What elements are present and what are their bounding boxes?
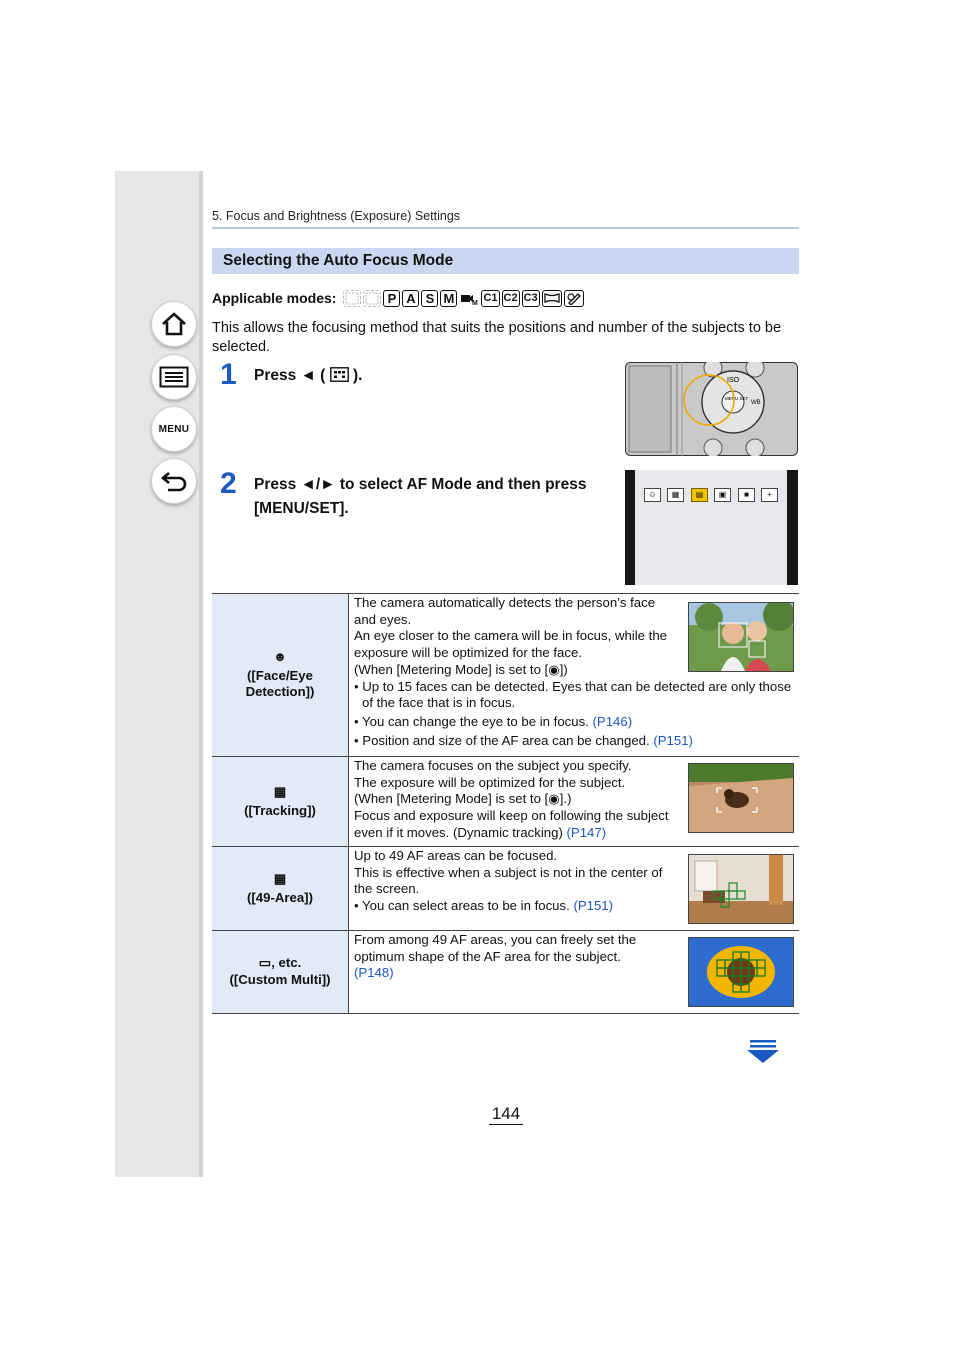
section-header bbox=[212, 248, 799, 274]
mode-panorama-icon bbox=[542, 290, 562, 307]
49-area-icon: ▦ bbox=[273, 870, 287, 886]
step-1-text-b: ). bbox=[352, 367, 363, 384]
table-row-49-area bbox=[212, 847, 799, 931]
metering-multiple-icon: ◉ bbox=[548, 791, 560, 807]
camera-menu-label: MENU SET bbox=[725, 396, 749, 401]
link-p151-b[interactable]: (P151) bbox=[573, 898, 614, 914]
custom-multi-title: ([Custom Multi]) bbox=[229, 972, 331, 987]
custom-multi-description bbox=[349, 931, 800, 1014]
home-icon bbox=[160, 311, 188, 337]
tracking-icon: ▦ bbox=[667, 488, 684, 502]
face-eye-bullet-3-text: Position and size of the AF area can be changed. bbox=[362, 732, 654, 748]
contents-button[interactable] bbox=[151, 354, 197, 400]
applicable-modes-label: Applicable modes: bbox=[212, 290, 337, 306]
1-area-icon: ■ bbox=[738, 488, 755, 502]
face-eye-title: ([Face/Eye Detection]) bbox=[245, 667, 315, 700]
camera-wb-label: WB bbox=[751, 400, 761, 406]
step-1-number: 1 bbox=[220, 358, 237, 391]
breadcrumb: 5. Focus and Brightness (Exposure) Settings bbox=[212, 209, 461, 223]
49-area-title: ([49-Area]) bbox=[247, 889, 313, 905]
custom-multi-icon: ▣ bbox=[714, 488, 731, 502]
tracking-metering-a: (When [Metering Mode] is set to [ bbox=[354, 791, 549, 807]
custom-multi-title-line bbox=[212, 955, 348, 972]
tracking-head bbox=[212, 757, 349, 847]
49-area-head bbox=[212, 847, 349, 931]
mode-ia-icon bbox=[343, 290, 361, 307]
pinpoint-icon: + bbox=[761, 488, 778, 502]
link-p151[interactable]: (P151) bbox=[653, 732, 693, 748]
face-eye-bullet-2: • You can change the eye to be in focus. (P146) bbox=[354, 713, 633, 729]
mode-a-icon: A bbox=[402, 290, 419, 307]
mode-ia-plus-icon bbox=[363, 290, 381, 307]
table-of-contents-icon bbox=[159, 366, 189, 388]
49-area-icon-selected: ▤ bbox=[691, 488, 708, 502]
page-number: 144 bbox=[489, 1104, 523, 1125]
face-eye-detection-icon: ☺ bbox=[644, 488, 661, 502]
step-2-text: Press ◄/► to select AF Mode and then press [MENU/SET]. bbox=[254, 476, 587, 517]
face-eye-metering-a: (When [Metering Mode] is set to [ bbox=[354, 661, 549, 677]
link-p148[interactable]: (P148) bbox=[354, 965, 394, 981]
face-eye-metering-b: ]) bbox=[559, 661, 568, 677]
step-1-text-a: Press ◄ ( bbox=[254, 367, 326, 384]
intro-text: This allows the focusing method that suits the positions and number of the subjects to be selected. bbox=[212, 320, 782, 355]
tracking-description bbox=[349, 757, 800, 847]
49-area-bullet-1-text: You can select areas to be in focus. bbox=[362, 898, 574, 914]
section-title: Selecting the Auto Focus Mode bbox=[223, 252, 454, 269]
next-page-arrow-icon[interactable] bbox=[746, 1040, 780, 1064]
link-p146[interactable]: (P146) bbox=[592, 713, 633, 729]
face-eye-bullet-1: • Up to 15 faces can be detected. Eyes that can be detected are only those of the face that is in focus. bbox=[354, 678, 792, 711]
mode-m-icon: M bbox=[440, 290, 457, 307]
49-area-line-2: This is effective when a subject is not in the center of the screen. bbox=[354, 864, 663, 897]
face-eye-metering-line bbox=[354, 662, 669, 679]
face-eye-bullet-2-text: You can change the eye to be in focus. bbox=[362, 713, 593, 729]
49-area-bullet-1: • You can select areas to be in focus. (P151) bbox=[354, 898, 614, 914]
camera-iso-label: ISO bbox=[727, 377, 740, 384]
link-p147[interactable]: (P147) bbox=[566, 824, 607, 840]
table-row-tracking bbox=[212, 757, 799, 847]
lcd-af-mode-screen bbox=[625, 470, 798, 585]
custom-multi-line-1: From among 49 AF areas, you can freely set the optimum shape of the AF area for the subject. bbox=[354, 932, 637, 964]
49-area-photo bbox=[688, 854, 794, 924]
menu-label: MENU bbox=[158, 423, 190, 435]
applicable-modes bbox=[212, 288, 586, 308]
tracking-line-2: The exposure will be optimized for the subject. bbox=[354, 774, 626, 790]
table-row-face-eye bbox=[212, 594, 799, 757]
header-rule bbox=[212, 227, 799, 229]
face-eye-line-1: The camera automatically detects the person’s face and eyes. bbox=[354, 595, 656, 627]
back-button[interactable] bbox=[151, 458, 197, 504]
mode-c3-icon: C3 bbox=[522, 290, 540, 307]
tracking-line-1: The camera focuses on the subject you specify. bbox=[354, 758, 632, 773]
return-icon bbox=[160, 469, 188, 493]
tracking-metering-line bbox=[354, 791, 669, 808]
mode-creative-control-icon bbox=[564, 290, 584, 307]
tracking-photo bbox=[688, 763, 794, 833]
mode-s-icon: S bbox=[421, 290, 438, 307]
metering-multiple-icon: ◉ bbox=[548, 661, 560, 677]
mode-movie-m-icon bbox=[459, 290, 479, 307]
menu-button[interactable] bbox=[151, 406, 197, 452]
custom-multi-head bbox=[212, 931, 349, 1014]
face-eye-photo bbox=[688, 602, 794, 672]
custom-multi-icon: ▭ bbox=[258, 955, 272, 971]
custom-multi-photo bbox=[688, 937, 794, 1007]
custom-multi-title-a: , etc. bbox=[271, 955, 302, 971]
face-eye-head bbox=[212, 594, 349, 757]
tracking-icon: ▦ bbox=[273, 783, 287, 799]
49-area-line-1: Up to 49 AF areas can be focused. bbox=[354, 848, 558, 863]
step-2-number: 2 bbox=[220, 467, 237, 500]
step-1-text bbox=[254, 364, 362, 388]
49-area-description bbox=[349, 847, 800, 931]
mode-p-icon: P bbox=[383, 290, 400, 307]
mode-c1-icon: C1 bbox=[481, 290, 499, 307]
af-mode-icon bbox=[330, 367, 349, 382]
table-row-custom-multi bbox=[212, 931, 799, 1014]
af-mode-table bbox=[212, 593, 799, 1014]
tracking-line-4 bbox=[354, 808, 669, 841]
tracking-metering-b: ].) bbox=[559, 791, 572, 807]
face-eye-bullet-1-text: Up to 15 faces can be detected. Eyes that can be detected are only those of the face that is in focus. bbox=[362, 678, 792, 711]
face-eye-detection-icon: ☻ bbox=[273, 648, 287, 664]
sidebar bbox=[115, 171, 203, 1177]
face-eye-description bbox=[349, 594, 800, 757]
home-button[interactable] bbox=[151, 301, 197, 347]
svg-text:M: M bbox=[472, 299, 479, 306]
tracking-line-4-text: Focus and exposure will keep on following the subject even if it moves. (Dynamic tracking) bbox=[354, 808, 669, 840]
face-eye-bullet-3: • Position and size of the AF area can be changed. (P151) bbox=[354, 732, 693, 748]
camera-back-illustration bbox=[625, 362, 798, 456]
lcd-screen-area bbox=[635, 470, 787, 585]
tracking-title: ([Tracking]) bbox=[244, 802, 316, 818]
mode-c2-icon: C2 bbox=[502, 290, 520, 307]
sidebar-edge bbox=[199, 171, 203, 1177]
face-eye-line-2: An eye closer to the camera will be in focus, while the exposure will be optimized for the face. bbox=[354, 628, 667, 661]
